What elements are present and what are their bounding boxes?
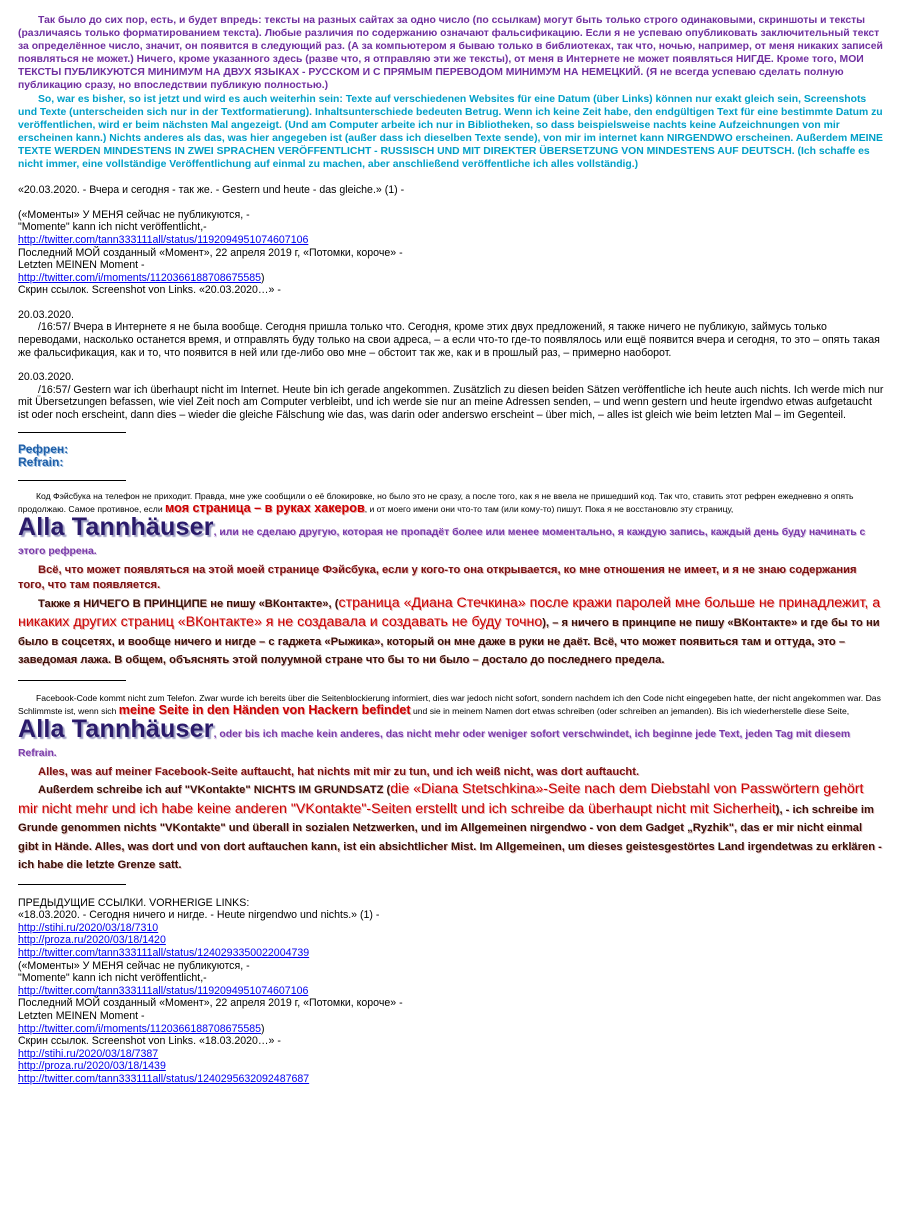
- entry-de-date: 20.03.2020.: [18, 371, 74, 384]
- vkontakte-warning-de: die «Diana Stetschkina»-Seite nach dem Diebstahl von Passwörtern gehört mir nicht mehr und ich habe keine anderen "VKontakte"-Seiten erstellt und ich schreibe da überhaupt nicht mit Sicherheit: [18, 781, 864, 817]
- facebook-note-ru-part2: , и от моего имени они что-то там (или кому-то) пишут. Пока я не восстановлю эту страницу,: [364, 503, 734, 514]
- refrain-heading-ru: Рефрен:: [18, 441, 69, 456]
- post-title: «20.03.2020. - Вчера и сегодня - так же. - Gestern und heute - das gleiche.» (1) -: [18, 184, 405, 197]
- vkontakte-note-ru-part1: Также я НИЧЕГО В ПРИНЦИПЕ не пишу «ВКонтакте», (: [38, 597, 339, 610]
- twitter-status-link[interactable]: http://twitter.com/tann333111all/status/1192094951074607106: [18, 233, 309, 246]
- twitter-screenshot-link[interactable]: http://twitter.com/tann333111all/status/1240295632092487687: [18, 1072, 310, 1085]
- facebook-note-de-part2: und sie in meinem Namen dort etwas schreiben (oder schreiben an jemanden). Bis ich wiederherstelle diese Seite,: [410, 705, 850, 716]
- twitter-status-link[interactable]: http://twitter.com/tann333111all/status/1240293350022004739: [18, 947, 310, 959]
- facebook-note-de-part1: Facebook-Code kommt nicht zum Telefon. Zwar wurde ich bereits über die Seitenblockierung informiert, dies war jedoch nicht sofort, sondern nachdem ich den Code nicht eingegeben hatte, der nicht angekommen war. Das Schlimmste ist, wenn sich: [18, 692, 881, 716]
- last-moment-ru: Последний МОЙ созданный «Момент», 22 апреля 2019 г, «Потомки, короче» -: [18, 997, 403, 1010]
- author-line-de: [18, 714, 884, 762]
- stihi-link[interactable]: http://stihi.ru/2020/03/18/7310: [18, 921, 159, 934]
- moment-link-suffix: ): [261, 1022, 265, 1035]
- twitter-status-link[interactable]: http://twitter.com/tann333111all/status/1192094951074607106: [18, 984, 309, 997]
- facebook-note-ru: [18, 490, 884, 515]
- entry-ru-date: 20.03.2020.: [18, 308, 74, 321]
- facebook-disclaimer-de: Alles, was auf meiner Facebook-Seite auftaucht, hat nichts mit mir zu tun, und ich weiß nicht, was dort auftaucht.: [38, 765, 640, 778]
- moments-note-ru: («Моменты» У МЕНЯ сейчас не публикуются, -: [18, 208, 250, 221]
- refrain-heading-de: Refrain:: [18, 455, 64, 470]
- vkontakte-note-ru-part2: ), – я ничего в принципе не пишу «ВКонтакте» и где бы то ни было в соцсетях, и вообще ничего и нигде – с гаджета «Рыжика», который он мне даже в руки не даёт. Всё, что может появиться там и оттуда, это – заведомая лажа. В общем, объяснять этой полуумной стране что бы то ни было – достало до последнего предела.: [18, 617, 880, 667]
- facebook-note-de: [18, 692, 884, 717]
- moment-link-line: [18, 272, 884, 285]
- document-page: [18, 14, 884, 1086]
- proza-link[interactable]: http://proza.ru/2020/03/18/1420: [18, 934, 166, 947]
- author-name-ru: Alla Tannhäuser: [18, 512, 214, 541]
- vkontakte-note-de-part2: ), - ich schreibe im Grunde genommen nichts "VKontakte" und überall in sozialen Netzwerken, und im Allgemeinen nirgendwo - von dem Gadget „Ryzhik", das er mir nicht einmal gibt in Hände. Alles, was dort und von dort auftauchen kann, ist ein absichtlicher Mist. Im Allgemeinen, um dieses geistesgestörtes Land irgendetwas zu erklären - ich habe die letzte Grenze satt.: [18, 803, 882, 872]
- screenshot-caption: Скрин ссылок. Screenshot von Links. «20.03.2020…» -: [18, 284, 281, 297]
- entry-ru-text: /16:57/ Вчера в Интернете я не была вообще. Сегодня пришла только что. Сегодня, кроме этих двух предложений, я также ничего не публикую, займусь только переводами, насколько останется время, и отправлять буду только на свои адреса, – а если что-то где-то появлялось или ещё появится вчера и сегодня, то это – опять такая же фальсификация, как и то, что появится в ней или где-либо ово мне – обстоит так же, как и в прошлый раз, – примерно наоборот.: [18, 321, 880, 359]
- last-moment-de: Letzten MEINEN Moment -: [18, 259, 145, 272]
- facebook-note-ru-part1: Код Фэйсбука на телефон не приходит. Правда, мне уже сообщили о её блокировке, но было это не сразу, а после того, как я не ввела не пришедший код. Так что, ставить этот рефрен ежедневно я опять продолжаю. Самое противное, если: [18, 490, 854, 514]
- moment-link-line: [18, 1023, 884, 1036]
- author-line-ru: [18, 512, 884, 560]
- author-name-de: Alla Tannhäuser: [18, 714, 214, 743]
- twitter-moment-link[interactable]: http://twitter.com/i/moments/1120366188708675585: [18, 271, 262, 284]
- intro-german: So, war es bisher, so ist jetzt und wird es auch weiterhin sein: Texte auf verschiedenen Websites für eine Datum (über Links) können nur exakt gleich sein, Screenshots und Texte (unterscheiden sich nur in der Textformatierung). Inhaltsunterschiede bedeuten Betrug. Wenn ich keine Zeit habe, den endgültigen Text für eine bestimmte Datum zu veröffentlichen, wird er beim nächsten Mal angezeigt. (Und am Computer arbeite ich nur in Bibliotheken, so dass beispielsweise nachts keine Aufzeichnungen von mir erscheinen kann.) Nichts anderes als das, was hier angegeben ist (außer dass ich dieselben Texte sende), von mir im internet kann NIRGENDWO erscheinen. Außerdem MEINE TEXTE WERDEN MINDESTENS IN ZWEI SPRACHEN VERÖFFENTLICHT - RUSSISCH UND MIT DIREKTER ÜBERSETZUNG VON MINDESTENS AUF DEUTSCH. (Ich schaffe es nicht immer, eine vollständige Veröffentlichung auf einmal zu machen, aber anschließend veröffentliche ich alles vollständig.): [18, 93, 883, 171]
- moments-note-de: "Momente" kann ich nicht veröffentlicht,-: [18, 972, 207, 985]
- moment-link-suffix: ): [261, 271, 265, 284]
- moments-note-ru: («Моменты» У МЕНЯ сейчас не публикуются, -: [18, 959, 250, 972]
- hacker-warning-ru: моя страница – в руках хакеров: [165, 500, 365, 515]
- facebook-disclaimer-ru: Всё, что может появляться на этой моей странице Фэйсбука, если у кого-то она открывается, ко мне отношения не имеет, и я не знаю содержания того, что там появляется.: [18, 563, 857, 592]
- refrain-promise-ru: , или не сделаю другую, которая не пропадёт более или менее моментально, я каждую запись, каждый день буду начинать с этого рефрена.: [18, 526, 866, 557]
- twitter-moment-link[interactable]: http://twitter.com/i/moments/1120366188708675585: [18, 1022, 262, 1035]
- proza-screenshot-link[interactable]: http://proza.ru/2020/03/18/1439: [18, 1060, 166, 1073]
- hacker-warning-de: meine Seite in den Händen von Hackern befindet: [118, 702, 411, 717]
- vkontakte-note-ru: [18, 594, 884, 670]
- vkontakte-note-de-part1: Außerdem schreibe ich auf "VKontakte" NICHTS IM GRUNDSATZ (: [38, 784, 391, 797]
- vkontakte-warning-ru: страница «Диана Стечкина» после кражи паролей мне больше не принадлежит, а никаких других страниц «ВКонтакте» я не создавала и создавать не буду точно: [18, 594, 881, 631]
- last-moment-ru: Последний МОЙ созданный «Момент», 22 апреля 2019 г, «Потомки, короче» -: [18, 246, 403, 259]
- vkontakte-note-de: [18, 780, 884, 875]
- intro-russian: Так было до сих пор, есть, и будет впредь: тексты на разных сайтах за одно число (по ссылкам) могут быть только строго одинаковыми, скриншоты и тексты (различаясь только форматированием текста). Любые различия по содержанию означают фальсификацию. Если я не успеваю опубликовать заключительный текст за определённое число, значит, он появится в следующий раз. (А за компьютером я бываю только в библиотеках, так что, ночью, например, от меня никаких записей появляться не может.) Ничего, кроме указанного здесь (разве что, я отправляю эти же тексты), от меня в Интернете не может появляться НИГДЕ. Кроме того, МОИ ТЕКСТЫ ПУБЛИКУЮТСЯ МИНИМУМ НА ДВУХ ЯЗЫКАХ - РУССКОМ И С ПРЯМЫМ ПЕРЕВОДОМ МИНИМУМ НА НЕМЕЦКИЙ. (Я не всегда успеваю сделать полную публикацию сразу, но впоследствии публикую полностью.): [18, 15, 883, 92]
- screenshot-caption: Скрин ссылок. Screenshot von Links. «18.03.2020…» -: [18, 1035, 281, 1048]
- moments-note-de: "Momente" kann ich nicht veröffentlicht,-: [18, 221, 207, 234]
- refrain-promise-de: , oder bis ich mache kein anderes, das nicht mehr oder weniger sofort verschwindet, ich beginne jede Text, jeden Tag mit diesem Refrain.: [18, 728, 851, 759]
- entry-de-text: /16:57/ Gestern war ich überhaupt nicht im Internet. Heute bin ich gerade angekommen. Zusätzlich zu diesen beiden Sätzen veröffentliche ich heute auch nichts. Ich werde mich nur mit Übersetzungen befassen, wie viel Zeit noch am Computer verbleibt, und ich werde sie nur an meine Adressen senden, – und wenn gestern und heute irgendwo etwas aufgetaucht ist oder noch erscheint, dann dies – wieder die gleiche Fälschung wie das, was darin oder anderswo erscheint – über mich, – alles ist gleich wie beim letzten Mal – im Gegenteil.: [18, 383, 884, 422]
- previous-links-heading: ПРЕДЫДУЩИЕ ССЫЛКИ. VORHERIGE LINKS:: [18, 896, 250, 909]
- previous-post-title: «18.03.2020. - Сегодня ничего и нигде. - Heute nirgendwo und nichts.» (1) -: [18, 909, 380, 922]
- stihi-screenshot-link[interactable]: http://stihi.ru/2020/03/18/7387: [18, 1047, 159, 1060]
- last-moment-de: Letzten MEINEN Moment -: [18, 1009, 145, 1022]
